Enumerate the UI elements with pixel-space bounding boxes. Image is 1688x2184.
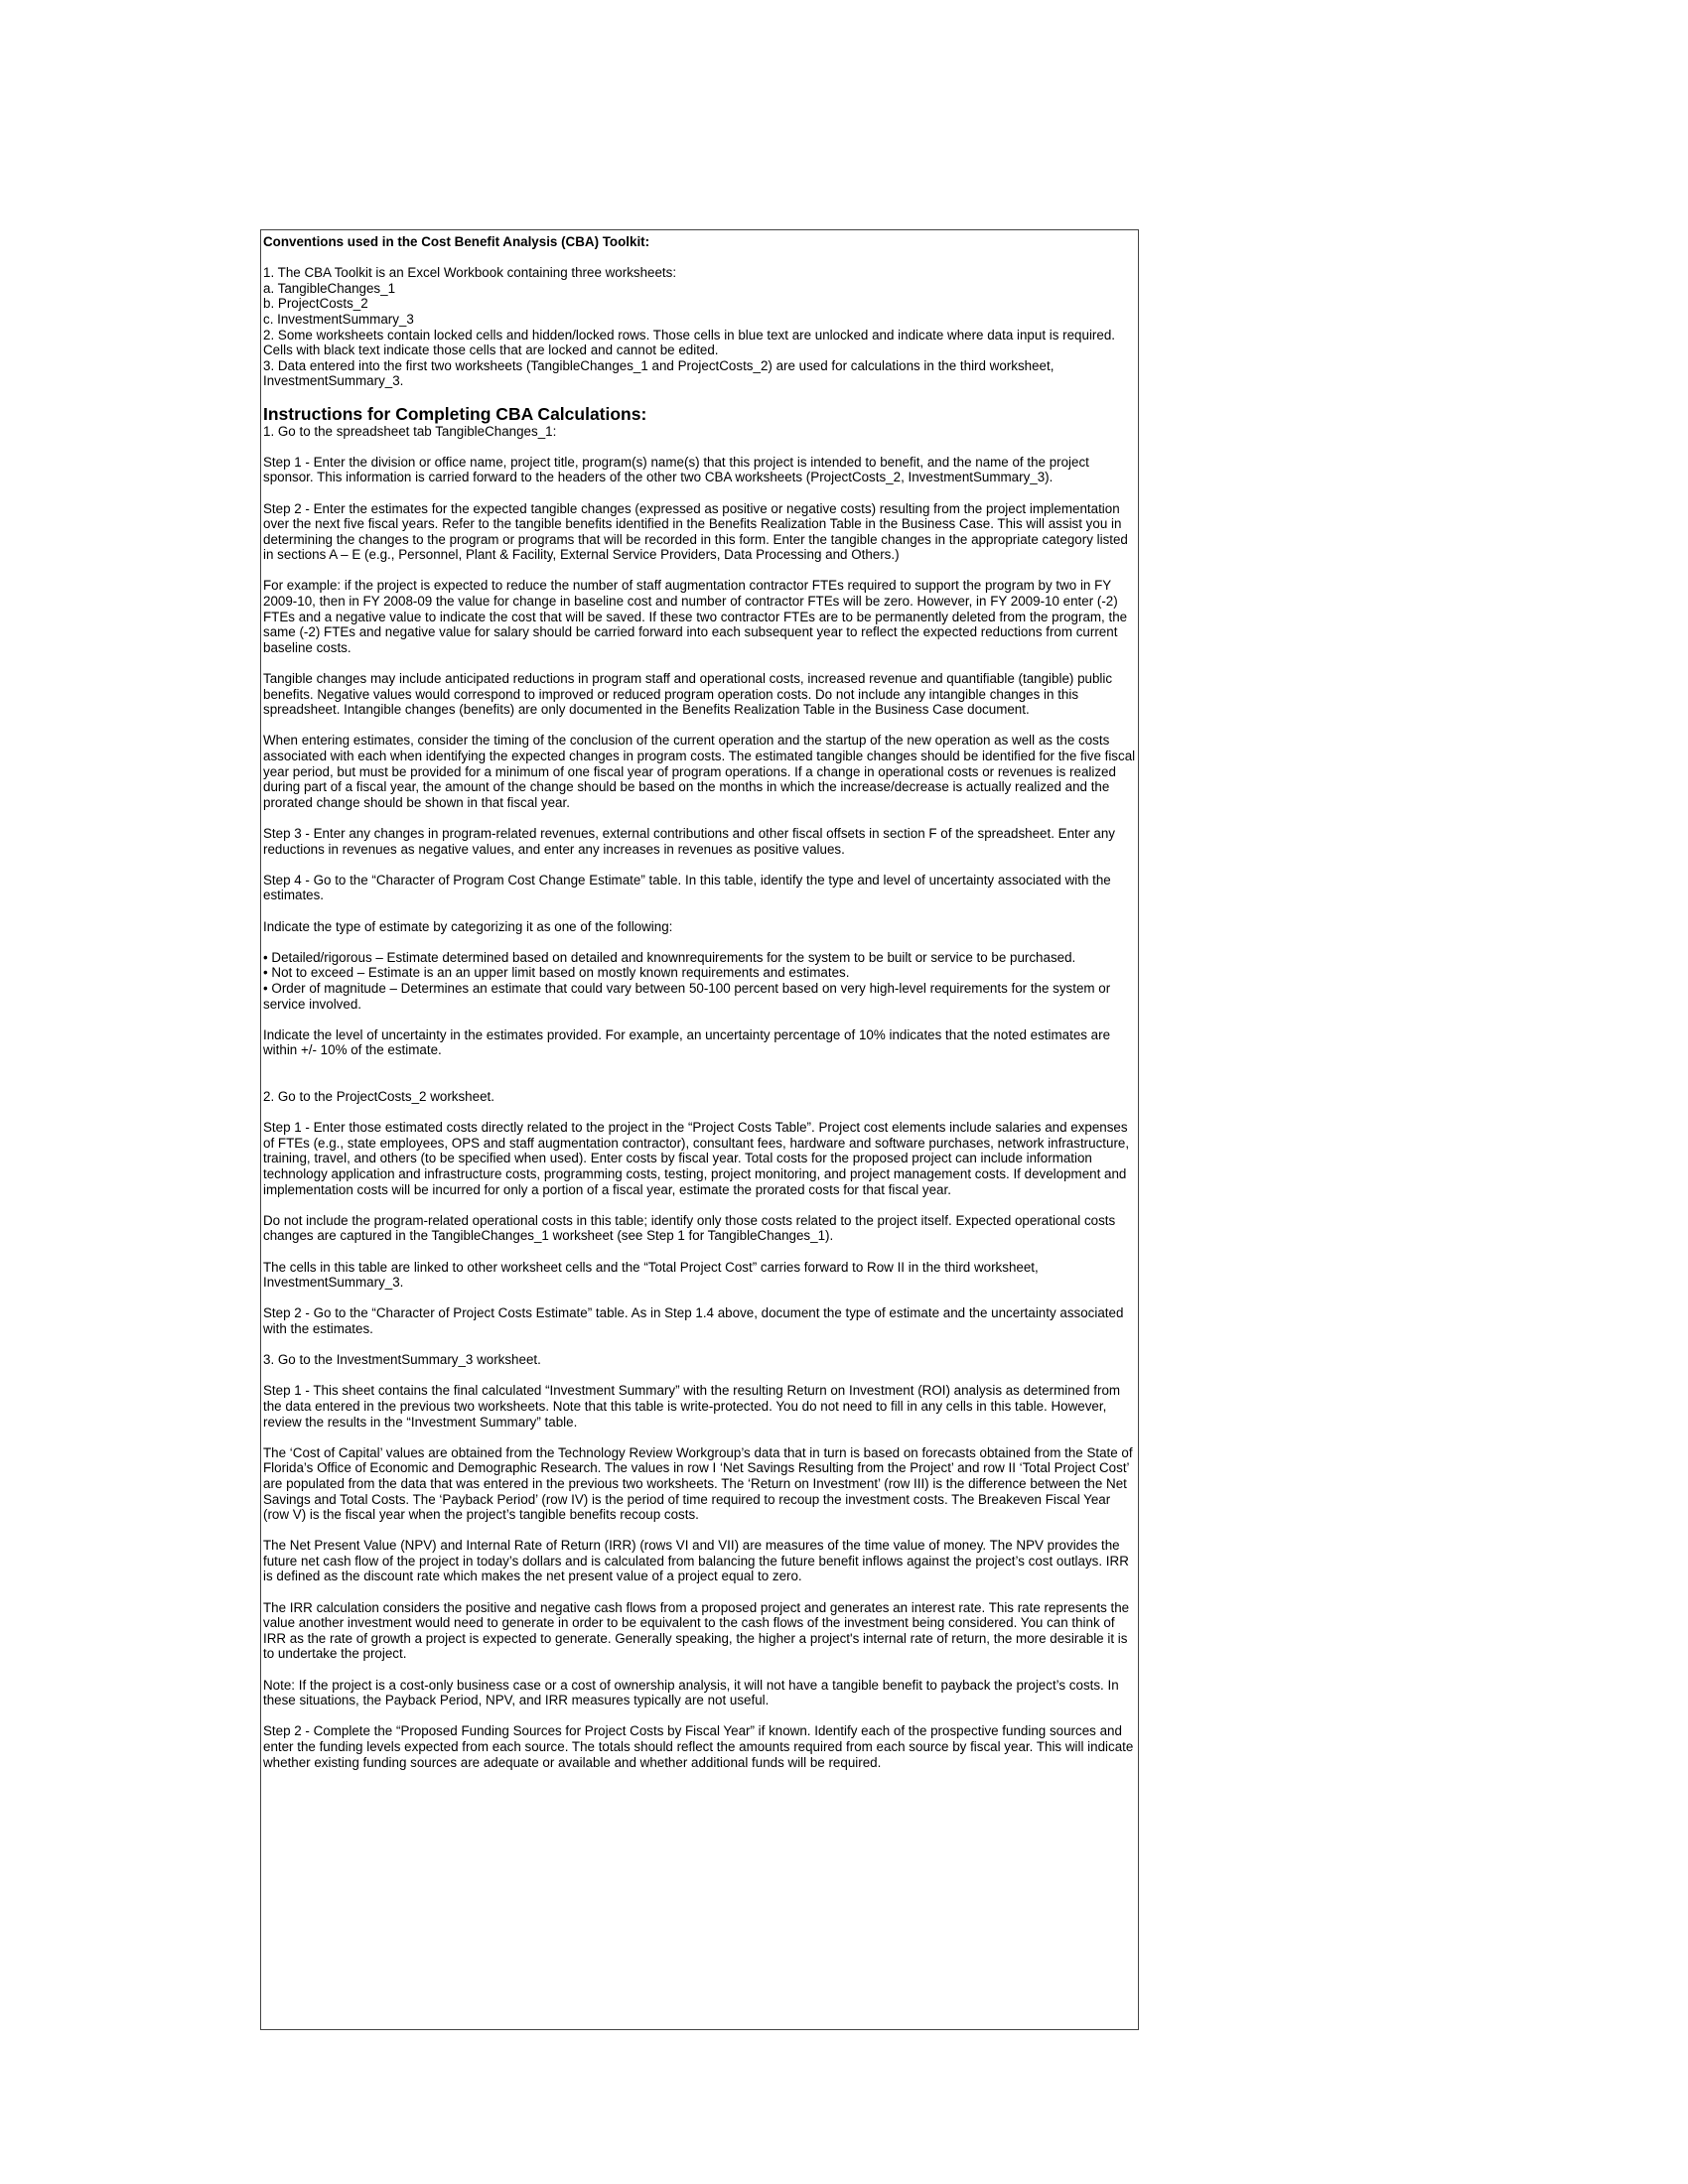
section-2-intro: 2. Go to the ProjectCosts_2 worksheet.	[263, 1089, 494, 1105]
instructions-heading: Instructions for Completing CBA Calculations:	[263, 403, 647, 424]
instructions-sheet	[260, 229, 1139, 2030]
convention-line: c. InvestmentSummary_3	[263, 311, 414, 327]
s2-linked: The cells in this table are linked to other worksheet cells and the “Total Project Cost” carries forward to Row II in the third worksheet, InvestmentSummary_3.	[263, 1259, 1039, 1291]
estimate-type-bullet: • Detailed/rigorous – Estimate determined based on detailed and knownrequirements for the system to be built or service to be purchased.	[263, 949, 1076, 965]
sheet-content	[263, 234, 1138, 1770]
s2-step-1: Step 1 - Enter those estimated costs directly related to the project in the “Project Costs Table”. Project cost elements include salaries and expenses of FTEs (e.g., state employees, OPS and staff augmentation contractor), consultant fees, hardware and software purchases, network infrastructure, training, travel, and others (to be specified when used). Enter costs by fiscal year. Total costs for the proposed project can include information technology application and infrastructure costs, programming costs, testing, project monitoring, and project management costs. If development and implementation costs will be incurred for only a portion of a fiscal year, estimate the prorated costs for that fiscal year.	[263, 1120, 1130, 1197]
estimate-type-bullet: • Not to exceed – Estimate is an an upper limit based on mostly known requirements and estimates.	[263, 965, 850, 981]
s1-step-4: Step 4 - Go to the “Character of Program Cost Change Estimate” table. In this table, identify the type and level of uncertainty associated with the estimates.	[263, 872, 1111, 903]
convention-line: b. ProjectCosts_2	[263, 296, 368, 312]
s3-note: Note: If the project is a cost-only business case or a cost of ownership analysis, it will not have a tangible benefit to payback the project’s costs. In these situations, the Payback Period, NPV, and IRR measures typically are not useful.	[263, 1677, 1119, 1708]
convention-line: a. TangibleChanges_1	[263, 280, 396, 296]
estimate-type-bullet: • Order of magnitude – Determines an estimate that could vary between 50-100 percent based on very high-level requirements for the system or service involved.	[263, 980, 1111, 1012]
s1-step-1: Step 1 - Enter the division or office name, project title, program(s) name(s) that this project is intended to benefit, and the name of the project sponsor. This information is carried forward to the headers of the other two CBA worksheets (ProjectCosts_2, InvestmentSummary_3).	[263, 454, 1089, 485]
s1-timing: When entering estimates, consider the timing of the conclusion of the current operation and the startup of the new operation as well as the costs associated with each when identifying the expected changes in program costs. The estimated tangible changes should be identified for the five fiscal year period, but must be provided for a minimum of one fiscal year of program operations. If a change in operational costs or revenues is realized during part of a fiscal year, the amount of the change should be based on the months in which the increase/decrease is actually realized and the prorated change should be shown in that fiscal year.	[263, 733, 1136, 810]
s3-step-2: Step 2 - Complete the “Proposed Funding Sources for Project Costs by Fiscal Year” if known. Identify each of the prospective funding sources and enter the funding levels expected from each source. The totals should reflect the amounts required from each source by fiscal year. This will indicate whether existing funding sources are adequate or available and whether additional funds will be required.	[263, 1723, 1134, 1770]
section-3-intro: 3. Go to the InvestmentSummary_3 worksheet.	[263, 1352, 541, 1368]
section-1-intro: 1. Go to the spreadsheet tab TangibleChanges_1:	[263, 423, 557, 439]
convention-line: 3. Data entered into the first two worksheets (TangibleChanges_1 and ProjectCosts_2) are used for calculations in the third worksheet, InvestmentSummary_3.	[263, 357, 1055, 389]
s3-irr: The IRR calculation considers the positive and negative cash flows from a proposed project and generates an interest rate. This rate represents the value another investment would need to generate in order to be equivalent to the cash flows of the investment being considered. You can think of IRR as the rate of growth a project is expected to generate. Generally speaking, the higher a project's internal rate of return, the more desirable it is to undertake the project.	[263, 1599, 1130, 1662]
s3-step-1: Step 1 - This sheet contains the final calculated “Investment Summary” with the resulting Return on Investment (ROI) analysis as determined from the data entered in the previous two worksheets. Note that this table is write-protected. You do not need to fill in any cells in this table. However, review the results in the “Investment Summary” table.	[263, 1383, 1121, 1430]
s1-tangible-changes: Tangible changes may include anticipated reductions in program staff and operational costs, increased revenue and quantifiable (tangible) public benefits. Negative values would correspond to improved or reduced program operation costs. Do not include any intangible changes in this spreadsheet. Intangible changes (benefits) are only documented in the Benefits Realization Table in the Business Case document.	[263, 671, 1113, 718]
conventions-title: Conventions used in the Cost Benefit Analysis (CBA) Toolkit:	[263, 234, 650, 249]
s1-uncertainty: Indicate the level of uncertainty in the estimates provided. For example, an uncertainty percentage of 10% indicates that the noted estimates are within +/- 10% of the estimate.	[263, 1026, 1111, 1058]
convention-line: 1. The CBA Toolkit is an Excel Workbook containing three worksheets:	[263, 265, 677, 281]
s1-step-2: Step 2 - Enter the estimates for the expected tangible changes (expressed as positive or negative costs) resulting from the project implementation over the next five fiscal years. Refer to the tangible benefits identified in the Benefits Realization Table in the Business Case. This will assist you in determining the changes to the program or programs that will be recorded in this form. Enter the tangible changes in the appropriate category listed in sections A – E (e.g., Personnel, Plant & Facility, External Service Providers, Data Processing and Others.)	[263, 500, 1128, 563]
s2-exclude: Do not include the program-related operational costs in this table; identify only those costs related to the project itself. Expected operational costs changes are captured in the TangibleChanges_1 worksheet (see Step 1 for TangibleChanges_1).	[263, 1212, 1116, 1244]
s1-example: For example: if the project is expected to reduce the number of staff augmentation contractor FTEs required to support the program by two in FY 2009-10, then in FY 2008-09 the value for change in baseline cost and number of contractor FTEs will be zero. However, in FY 2009-10 enter (-2) FTEs and a negative value to indicate the cost that will be saved. If these two contractor FTEs are to be permanently deleted from the program, the same (-2) FTEs and negative value for salary should be carried forward into each subsequent year to reflect the expected reductions from current baseline costs.	[263, 578, 1128, 655]
s2-step-2: Step 2 - Go to the “Character of Project Costs Estimate” table. As in Step 1.4 above, document the type of estimate and the uncertainty associated with the estimates.	[263, 1305, 1124, 1336]
s3-npv: The Net Present Value (NPV) and Internal Rate of Return (IRR) (rows VI and VII) are measures of the time value of money. The NPV provides the future net cash flow of the project in today’s dollars and is calculated from balancing the future benefit inflows against the project’s cost outlays. IRR is defined as the discount rate which makes the net present value of a project equal to zero.	[263, 1538, 1129, 1584]
s1-step-3: Step 3 - Enter any changes in program-related revenues, external contributions and other fiscal offsets in section F of the spreadsheet. Enter any reductions in revenues as negative values, and enter any increases in revenues as positive values.	[263, 825, 1115, 857]
s1-indicate-type: Indicate the type of estimate by categorizing it as one of the following:	[263, 918, 673, 934]
convention-line: 2. Some worksheets contain locked cells and hidden/locked rows. Those cells in blue text are unlocked and indicate where data input is required. Cells with black text indicate those cells that are locked and cannot be edited.	[263, 327, 1115, 358]
s3-cost-of-capital: The ‘Cost of Capital’ values are obtained from the Technology Review Workgroup’s data that in turn is based on forecasts obtained from the State of Florida’s Office of Economic and Demographic Research. The values in row I ‘Net Savings Resulting from the Project’ and row II ‘Total Project Cost’ are populated from the data that was entered in the previous two worksheets. The ‘Return on Investment’ (row III) is the difference between the Net Savings and Total Costs. The ‘Payback Period’ (row IV) is the period of time required to recoup the investment costs. The Breakeven Fiscal Year (row V) is the fiscal year when the project’s tangible benefits recoup costs.	[263, 1444, 1133, 1523]
